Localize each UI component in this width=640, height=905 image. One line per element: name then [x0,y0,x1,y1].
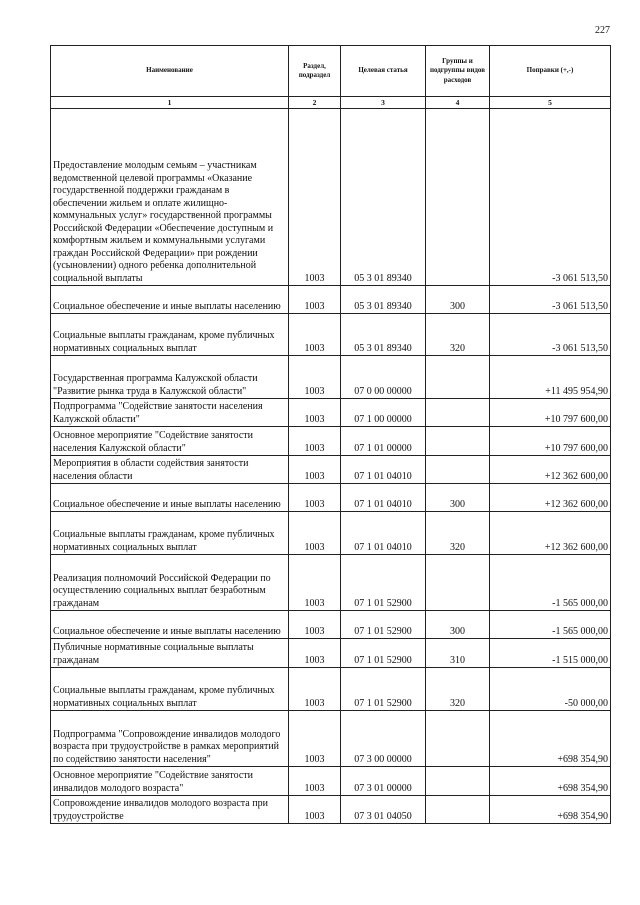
row-group: 320 [426,668,490,711]
table-row [51,639,611,668]
row-target: 07 1 00 00000 [341,399,426,427]
table-row [51,796,611,824]
header-section: Раздел, подраздел [289,46,341,97]
header-amendment: Поправки (+,-) [490,46,611,97]
row-group: 310 [426,639,490,668]
row-section: 1003 [289,611,341,639]
row-amount: +698 354,90 [490,711,611,767]
row-amount: +698 354,90 [490,767,611,796]
table-row [51,611,611,639]
header-group: Группы и подгруппы видов расходов [426,46,490,97]
table-row [51,767,611,796]
row-amount: +12 362 600,00 [490,456,611,484]
row-name: Подпрограмма "Сопровождение инвалидов молодого возраста при трудоустройстве в рамках мероприятий по содействию занятости населения" [51,711,289,767]
row-group: 300 [426,484,490,512]
row-group [426,109,490,286]
column-number-row [51,97,611,109]
row-name: Сопровождение инвалидов молодого возраста при трудоустройстве [51,796,289,824]
row-target: 05 3 01 89340 [341,314,426,356]
row-target: 07 1 01 52900 [341,611,426,639]
row-target: 07 1 01 52900 [341,668,426,711]
row-section: 1003 [289,314,341,356]
row-amount: +12 362 600,00 [490,484,611,512]
row-name: Социальные выплаты гражданам, кроме публичных нормативных социальных выплат [51,668,289,711]
table-row [51,356,611,399]
table-row [51,668,611,711]
row-group [426,356,490,399]
table-row [51,399,611,427]
column-number: 2 [289,97,341,109]
row-amount: -3 061 513,50 [490,314,611,356]
row-group [426,427,490,456]
table-row [51,427,611,456]
row-amount: -50 000,00 [490,668,611,711]
row-section: 1003 [289,639,341,668]
row-target: 05 3 01 89340 [341,286,426,314]
row-amount: -3 061 513,50 [490,286,611,314]
row-amount: +10 797 600,00 [490,399,611,427]
row-group [426,711,490,767]
table-row [51,286,611,314]
row-target: 07 3 00 00000 [341,711,426,767]
table-header-row [51,46,611,97]
row-group [426,767,490,796]
row-target: 05 3 01 89340 [341,109,426,286]
row-section: 1003 [289,668,341,711]
row-section: 1003 [289,286,341,314]
row-section: 1003 [289,399,341,427]
row-target: 07 3 01 00000 [341,767,426,796]
row-target: 07 1 01 52900 [341,555,426,611]
table-row [51,109,611,286]
row-amount: +12 362 600,00 [490,512,611,555]
row-name: Социальные выплаты гражданам, кроме публичных нормативных социальных выплат [51,512,289,555]
table-row [51,711,611,767]
row-amount: -1 565 000,00 [490,611,611,639]
row-amount: -1 565 000,00 [490,555,611,611]
row-section: 1003 [289,456,341,484]
row-section: 1003 [289,484,341,512]
row-section: 1003 [289,356,341,399]
row-name: Мероприятия в области содействия занятости населения области [51,456,289,484]
row-section: 1003 [289,427,341,456]
header-target: Целевая статья [341,46,426,97]
row-amount: -3 061 513,50 [490,109,611,286]
row-section: 1003 [289,109,341,286]
row-target: 07 1 01 04010 [341,484,426,512]
row-target: 07 1 01 00000 [341,427,426,456]
row-name: Основное мероприятие "Содействие занятости инвалидов молодого возраста" [51,767,289,796]
table-row [51,555,611,611]
row-name: Подпрограмма "Содействие занятости населения Калужской области" [51,399,289,427]
row-group [426,796,490,824]
row-amount: -1 515 000,00 [490,639,611,668]
row-name: Социальное обеспечение и иные выплаты населению [51,286,289,314]
row-amount: +698 354,90 [490,796,611,824]
row-name: Государственная программа Калужской области "Развитие рынка труда в Калужской области" [51,356,289,399]
row-group: 300 [426,611,490,639]
row-name: Социальное обеспечение и иные выплаты населению [51,484,289,512]
row-target: 07 1 01 52900 [341,639,426,668]
row-name: Публичные нормативные социальные выплаты гражданам [51,639,289,668]
row-name: Реализация полномочий Российской Федерации по осуществлению социальных выплат безработным гражданам [51,555,289,611]
row-name: Социальное обеспечение и иные выплаты населению [51,611,289,639]
row-target: 07 0 00 00000 [341,356,426,399]
budget-amendments-table [50,45,611,824]
row-target: 07 1 01 04010 [341,456,426,484]
row-group [426,399,490,427]
row-section: 1003 [289,555,341,611]
row-group: 320 [426,512,490,555]
row-group: 320 [426,314,490,356]
header-name: Наименование [51,46,289,97]
column-number: 4 [426,97,490,109]
column-number: 5 [490,97,611,109]
column-number: 1 [51,97,289,109]
row-group [426,555,490,611]
row-target: 07 1 01 04010 [341,512,426,555]
row-amount: +10 797 600,00 [490,427,611,456]
row-target: 07 3 01 04050 [341,796,426,824]
row-group [426,456,490,484]
row-name: Основное мероприятие "Содействие занятости населения Калужской области" [51,427,289,456]
row-section: 1003 [289,711,341,767]
row-section: 1003 [289,796,341,824]
table-row [51,484,611,512]
row-name: Социальные выплаты гражданам, кроме публичных нормативных социальных выплат [51,314,289,356]
table-row [51,512,611,555]
row-amount: +11 495 954,90 [490,356,611,399]
column-number: 3 [341,97,426,109]
row-group: 300 [426,286,490,314]
row-section: 1003 [289,767,341,796]
table-row [51,456,611,484]
row-section: 1003 [289,512,341,555]
table-row [51,314,611,356]
row-name: Предоставление молодым семьям – участникам ведомственной целевой программы «Оказание государственной поддержки гражданам в обеспечении жильем и оплате жилищно-коммунальных услуг» государственной программы Российской Федерации «Обеспечение доступным и комфортным жильем и коммунальными услугами граждан Российской Федерации» при рождении (усыновлении) одного ребенка дополнительной социальной выплаты [51,109,289,286]
page-number: 227 [595,25,610,36]
